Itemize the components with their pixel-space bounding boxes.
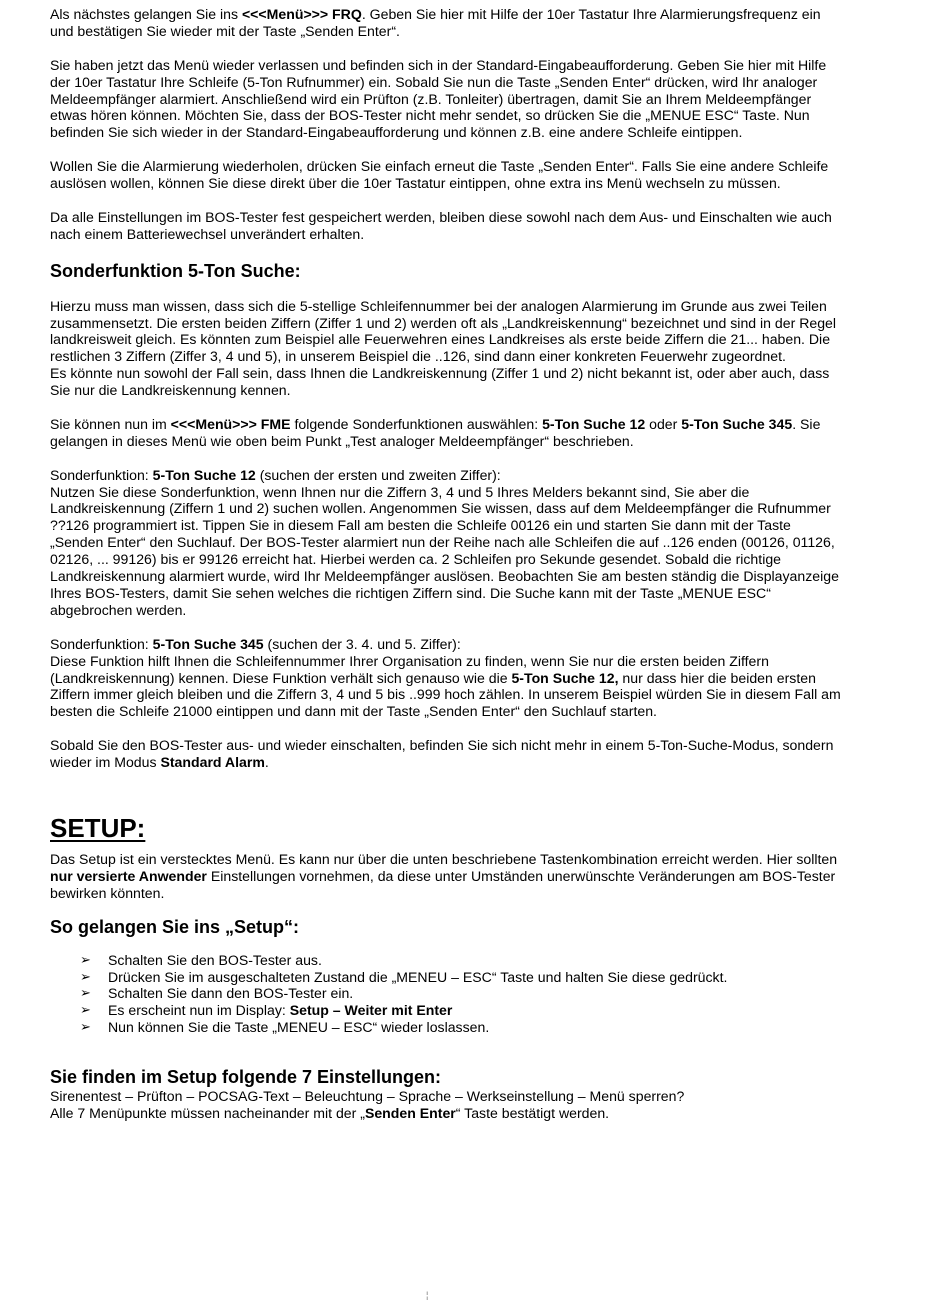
- footer-mark: ¦: [426, 1290, 429, 1300]
- heading-sonderfunktion: Sonderfunktion 5-Ton Suche:: [50, 260, 301, 281]
- heading-seven-settings: Sie finden im Setup folgende 7 Einstellungen:: [50, 1067, 442, 1088]
- paragraph-setup-intro: Das Setup ist ein verstecktes Menü. Es kann nur über die unten beschriebene Tastenkombination erreicht werden. Hier sollten nur versierte Anwender Einstellungen vornehmen, da diese unter Umständen unerwünschte Veränderungen am BOS-Tester bewirken könnten.: [50, 850, 838, 901]
- list-item: ➢ Drücken Sie im ausgeschalteten Zustand die „MENEU – ESC“ Taste und halten Sie diese gedrückt.: [80, 968, 728, 985]
- heading-setup: SETUP:: [50, 812, 146, 843]
- setup-steps-list: [50, 952, 880, 1037]
- paragraph-repeat-alarm: Wollen Sie die Alarmierung wiederholen, drücken Sie einfach erneut die Taste „Senden Enter“. Falls Sie eine andere Schleife auslösen wollen, können Sie diese direkt über die 10er Tastatur eintippen, ohne extra ins Menü wechseln zu müssen.: [50, 158, 829, 192]
- arrow-bullet-icon: ➢: [80, 968, 91, 984]
- paragraph-standard-prompt: Sie haben jetzt das Menü wieder verlassen und befinden sich in der Standard-Eingabeaufforderung. Geben Sie hier mit Hilfe der 10er Tastatur Ihre Schleife (5-Ton Rufnummer) ein. Sobald Sie nun die Taste „Senden Enter“ drücken, wird Ihr analoger Meldeempfänger alarmiert. Anschließend wird ein Prüfton (z.B. Tonleiter) übertragen, damit Sie an Ihrem Meldeempfänger etwas hören können. Möchten Sie, dass der BOS-Tester nicht mehr sendet, so drücken Sie die „MENUE ESC“ Taste. Nun befinden Sie sich wieder in der Standard-Eingabeaufforderung und können z.B. eine andere Schleife eintippen.: [50, 56, 827, 141]
- paragraph-search-mode-reset: Sobald Sie den BOS-Tester aus- und wieder einschalten, befinden Sie sich nicht mehr in einem 5-Ton-Suche-Modus, sondern wieder im Modus Standard Alarm.: [50, 737, 834, 771]
- arrow-bullet-icon: ➢: [80, 985, 91, 1001]
- list-item: ➢ Nun können Sie die Taste „MENEU – ESC“ wieder loslassen.: [80, 1019, 490, 1036]
- document-page: [50, 6, 880, 1122]
- paragraph-loop-number: Hierzu muss man wissen, dass sich die 5-stellige Schleifennummer bei der analogen Alarmierung im Grunde aus zwei Teilen zusammensetzt. Die ersten beiden Ziffern (Ziffer 1 und 2) werden oft als „Landkreiskennung“ bezeichnet und sind in der Regel landkreisweit gleich. Es könnten zum Beispiel alle Feuerwehren eines Landkreises als erste beide Ziffern die 21... haben. Die restlichen 3 Ziffern (Ziffer 3, 4 und 5), in unserem Beispiel die ..126, sind dann einer konkreten Feuerwehr zugeordnet. Es könnte nun sowohl der Fall sein, dass Ihnen die Landkreiskennung (Ziffer 1 und 2) nicht bekannt ist, oder aber auch, dass Sie nur die Landkreiskennung kennen.: [50, 297, 837, 399]
- paragraph-search-345: Sonderfunktion: 5-Ton Suche 345 (suchen der 3. 4. und 5. Ziffer): Diese Funktion hilft Ihnen die Schleifennummer Ihrer Organisation zu finden, wenn Sie nur die ersten beiden Ziffern (Landkreiskennung) kennen. Diese Funktion verhält sich genauso wie die 5-Ton Suche 12, nur dass hier die beiden ersten Ziffern immer gleich bleiben und die Ziffern 3, 4 und 5 bis ..999 hoch zählen. In unserem Beispiel würden Sie in diesem Fall am besten die Schleife 21000 eintippen und dann mit der Taste „Senden Enter“ den Suchlauf starten.: [50, 635, 841, 720]
- paragraph-settings-saved: Da alle Einstellungen im BOS-Tester fest gespeichert werden, bleiben diese sowohl nach dem Aus- und Einschalten wie auch nach einem Batteriewechsel unverändert erhalten.: [50, 208, 832, 242]
- arrow-bullet-icon: ➢: [80, 1002, 91, 1018]
- list-item: ➢ Es erscheint nun im Display: Setup – Weiter mit Enter: [80, 1002, 453, 1019]
- paragraph-frq: Als nächstes gelangen Sie ins <<<Menü>>> FRQ. Geben Sie hier mit Hilfe der 10er Tastatur Ihre Alarmierungsfrequenz ein und bestätigen Sie wieder mit der Taste „Senden Enter“.: [50, 6, 821, 39]
- paragraph-search-12: Sonderfunktion: 5-Ton Suche 12 (suchen der ersten und zweiten Ziffer): Nutzen Sie diese Sonderfunktion, wenn Ihnen nur die Ziffern 3, 4 und 5 Ihres Melders bekannt sind, Sie aber die Landkreiskennung (Ziffern 1 und 2) suchen wollen. Angenommen Sie wissen, dass auf dem Meldeempfänger die Rufnummer ??126 programmiert ist. Tippen Sie in diesem Fall am besten die Schleife 00126 ein und starten Sie dann mit der Taste „Senden Enter“ den Suchlauf. Der BOS-Tester alarmiert nun der Reihe nach alle Schleifen die auf ..126 enden (00126, 01126, 02126, ... 99126) bis er 99126 erreicht hat. Hierbei werden ca. 2 Schleifen pro Sekunde gesendet. Sobald die richtige Landkreiskennung alarmiert wurde, wird Ihr Meldeempfänger auslösen. Beobachten Sie am besten ständig die Displayanzeige Ihres BOS-Testers, damit Sie sehen welches die richtigen Ziffern sind. Die Suche kann mit der Taste „MENUE ESC“ abgebrochen werden.: [50, 466, 839, 618]
- arrow-bullet-icon: ➢: [80, 951, 91, 967]
- list-item: ➢ Schalten Sie dann den BOS-Tester ein.: [80, 985, 354, 1002]
- paragraph-fme-menu: Sie können nun im <<<Menü>>> FME folgende Sonderfunktionen auswählen: 5-Ton Suche 12 oder 5-Ton Suche 345. Sie gelangen in dieses Menü wie oben beim Punkt „Test analoger Meldeempfänger“ beschrieben.: [50, 415, 821, 449]
- list-item: ➢ Schalten Sie den BOS-Tester aus.: [80, 951, 322, 968]
- paragraph-settings-list: Sirenentest – Prüfton – POCSAG-Text – Beleuchtung – Sprache – Werkseinstellung – Menü sperren? Alle 7 Menüpunkte müssen nacheinander mit der „Senden Enter“ Taste bestätigt werden.: [50, 1088, 685, 1122]
- arrow-bullet-icon: ➢: [80, 1019, 91, 1035]
- heading-enter-setup: So gelangen Sie ins „Setup“:: [50, 916, 300, 937]
